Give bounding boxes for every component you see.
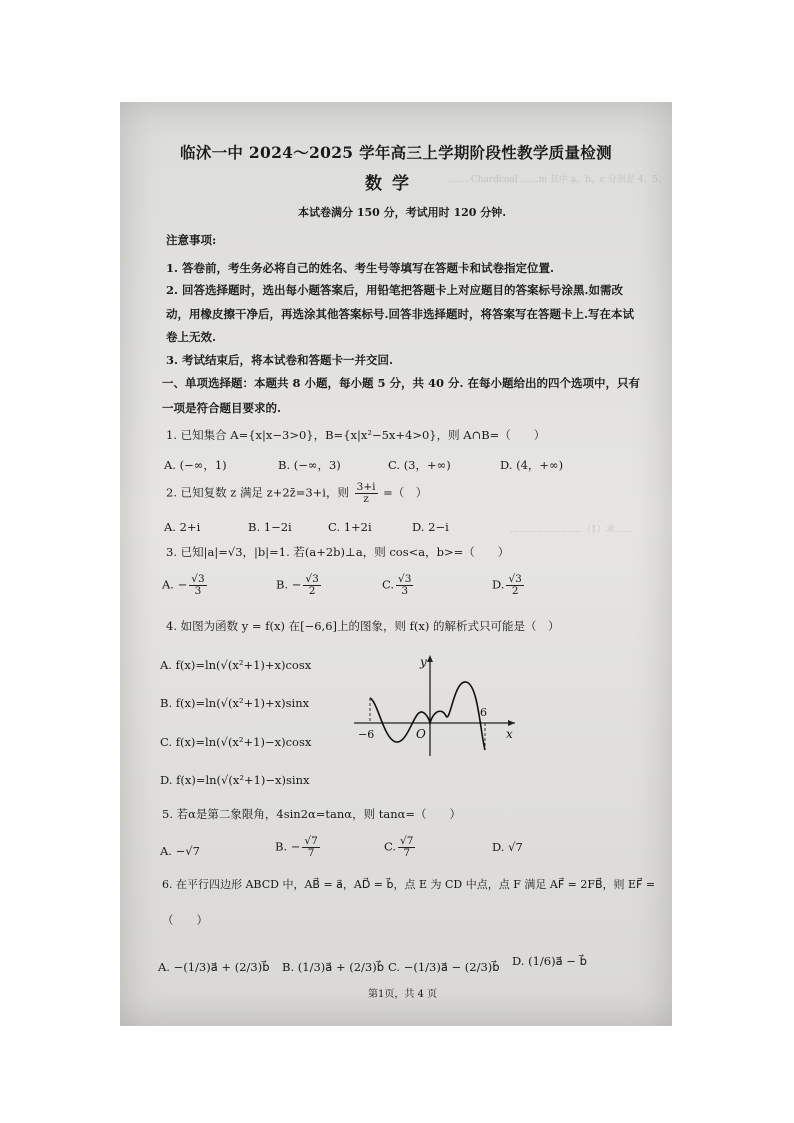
notice-item-3: 3. 考试结束后，将本试卷和答题卡一并交回. [166,353,394,367]
question-4-option-d: D. f(x)=ln(√(x²+1)−x)sinx [160,773,310,787]
fraction-denominator: 3 [194,585,202,598]
question-1-option-a: A. (−∞，1) [164,458,227,472]
question-2-option-b: B. 1−2i [248,520,292,534]
y-axis-arrow [427,655,433,662]
exam-info: 本试卷满分 150 分，考试用时 120 分钟. [298,206,507,219]
fraction-denominator: 7 [403,847,411,860]
fraction-numerator: √3 [305,573,319,585]
question-2-stem [166,482,427,505]
fraction-numerator: 3+i [356,481,376,493]
option-label: A. − [162,577,188,592]
question-6-option-b: B. (1/3)a⃗ + (2/3)b⃗ [282,960,385,974]
fraction-numerator: √3 [508,573,522,585]
question-2-option-c: C. 1+2i [328,520,372,534]
page-footer: 第1页，共 4 页 [368,989,438,1000]
question-6-option-c: C. −(1/3)a⃗ − (2/3)b⃗ [388,960,500,974]
notice-item-2-cont: 卷上无效. [166,330,217,344]
question-4-option-b: B. f(x)=ln(√(x²+1)+x)sinx [160,696,310,710]
question-4-option-c: C. f(x)=ln(√(x²+1)−x)cosx [160,735,312,749]
question-2-stem-text: 2. 已知复数 z 满足 z+2z̄=3+i，则 [166,485,349,500]
fraction-denominator: 2 [308,585,316,598]
option-label: B. − [276,577,302,592]
fraction-numerator: √3 [191,573,205,585]
option-label: C. [382,577,395,592]
origin-label: O [416,727,426,741]
fraction-numerator: √7 [304,835,318,847]
question-6-stem: 6. 在平行四边形 ABCD 中，AB⃗ = a⃗，AD⃗ = b⃗，点 E 为 CD 中点，点 F 满足 AF⃗ = 2FB⃗，则 EF⃗ = [162,878,656,891]
y-axis-label: y [420,655,427,669]
question-2-stem-tail: =（ ） [383,485,428,500]
option-label: C. [384,839,397,854]
option-fraction [303,574,320,597]
option-fraction [396,574,413,597]
option-label: B. − [275,839,301,854]
question-5-option-d: D. √7 [492,840,523,854]
section-1-heading-cont: 一项是符合题目要求的. [162,401,282,415]
function-curve [370,682,485,750]
question-5-option-b [275,836,322,859]
subject-title: 数学 [365,174,419,194]
exam-photo [120,102,672,1026]
question-6-option-d: D. (1/6)a⃗ − b⃗ [512,954,587,968]
question-2-fraction [355,482,378,505]
question-1-option-c: C. (3，+∞) [388,458,451,472]
question-5-option-c [384,836,417,859]
option-fraction [506,574,523,597]
tick-label-neg6: −6 [358,728,375,741]
question-5-option-a: A. −√7 [160,844,200,858]
question-3-option-d [492,574,526,597]
question-3-option-a [162,574,209,597]
notice-item-2-cont: 动，用橡皮擦干净后，再选涂其他答案标号.回答非选择题时，将答案写在答题卡上.写在本试 [166,307,635,321]
question-2-option-d: D. 2−i [412,520,449,534]
tick-label-6: 6 [480,706,487,719]
question-3-option-b [276,574,323,597]
option-fraction [189,574,206,597]
question-1-option-d: D. (4，+∞) [500,458,564,472]
notice-heading: 注意事项: [166,233,217,247]
question-5-stem: 5. 若α是第二象限角，4sin2α=tanα，则 tanα=（ ） [162,807,462,821]
question-6-option-a: A. −(1/3)a⃗ + (2/3)b⃗ [158,960,270,974]
question-1-option-b: B. (−∞，3) [278,458,341,472]
option-fraction [302,836,319,859]
section-1-heading: 一、单项选择题：本题共 8 小题，每小题 5 分，共 40 分. 在每小题给出的四个选项中，只有 [162,376,641,390]
notice-item-1: 1. 答卷前，考生务必将自己的姓名、考生号等填写在答题卡和试卷指定位置. [166,261,555,275]
question-2-option-a: A. 2+i [164,520,201,534]
question-4-option-a: A. f(x)=ln(√(x²+1)+x)cosx [160,658,312,672]
fraction-denominator: 3 [401,585,409,598]
notice-item-2: 2. 回答选择题时，选出每小题答案后，用铅笔把答题卡上对应题目的答案标号涂黑.如需改 [166,283,624,297]
fraction-denominator: z [363,493,369,506]
exam-title: 临沭一中 2024～2025 学年高三上学期阶段性教学质量检测 [180,143,612,162]
option-label: D. [492,577,505,592]
fraction-numerator: √7 [400,835,414,847]
fraction-denominator: 7 [307,847,315,860]
fraction-denominator: 2 [511,585,519,598]
bleed-through: …… Chardcoal ……m 其中 a、b、c 分别是 4、5、 [450,175,668,185]
fraction-numerator: √3 [398,573,412,585]
x-axis-label: x [506,727,513,741]
question-6-paren: （ ） [162,913,208,927]
question-3-stem: 3. 已知|a|=√3，|b|=1. 若(a+2b)⊥a，则 cos<a，b>=（ ） [166,545,510,559]
question-1-stem: 1. 已知集合 A={x|x−3>0}，B={x|x²−5x+4>0}，则 A∩B=（ ） [166,428,546,442]
bleed-through: ……………………（1）求…… [510,525,633,535]
x-axis-arrow [508,720,515,726]
function-graph [350,650,520,760]
option-fraction [398,836,415,859]
question-4-stem: 4. 如图为函数 y = f(x) 在[−6,6]上的图象，则 f(x) 的解析式只可能是（ ） [166,619,560,633]
question-3-option-c [382,574,415,597]
